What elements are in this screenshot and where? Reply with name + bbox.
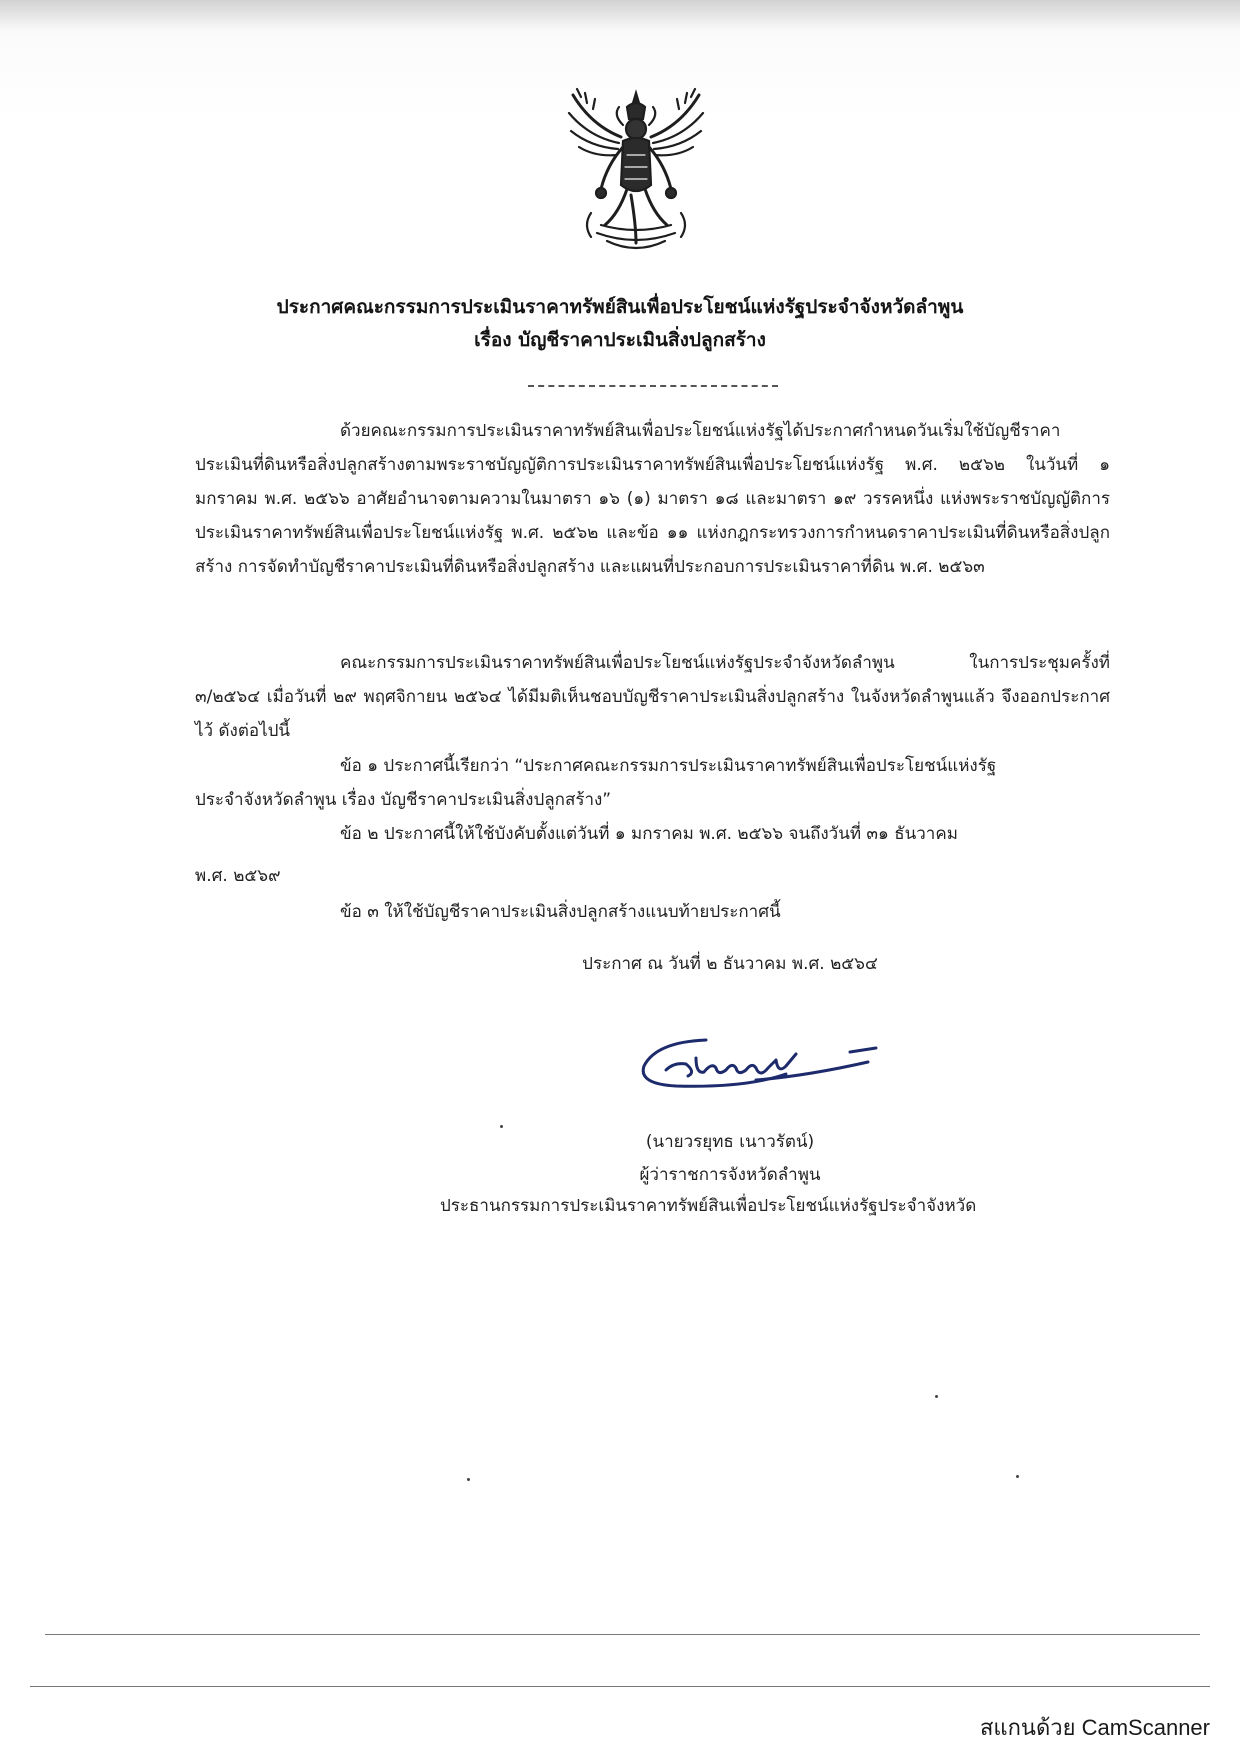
scan-speck [500,1125,503,1128]
signer-name: (นายวรยุทธ เนาวรัตน์) [645,1132,815,1152]
announced-date: ประกาศ ณ วันที่ ๒ ธันวาคม พ.ศ. ๒๕๖๔ [582,954,878,974]
document-subject: เรื่อง บัญชีราคาประเมินสิ่งปลูกสร้าง [474,329,766,351]
clause-3: ข้อ ๓ ให้ใช้บัญชีราคาประเมินสิ่งปลูกสร้างแนบท้ายประกาศนี้ [340,902,781,922]
paragraph-preamble-text: ด้วยคณะกรรมการประเมินราคาทรัพย์สินเพื่อประโยชน์แห่งรัฐได้ประกาศกำหนดวันเริ่มใช้บัญชีราคาประเมินที่ดินหรือสิ่งปลูกสร้างตามพระราชบัญญัติการประเมินราคาทรัพย์สินเพื่อประโยชน์แห่งรัฐ พ.ศ. ๒๕๖๒ ในวันที่ ๑ มกราคม พ.ศ. ๒๕๖๖ อาศัยอำนาจตามความในมาตรา ๑๖ (๑) มาตรา ๑๘ และมาตรา ๑๙ วรรคหนึ่ง แห่งพระราชบัญญัติการประเมินราคาทรัพย์สินเพื่อประโยชน์แห่งรัฐ พ.ศ. ๒๕๖๒ และข้อ ๑๑ แห่งกฎกระทรวงการกำหนดราคาประเมินที่ดินหรือสิ่งปลูกสร้าง การจัดทำบัญชีราคาประเมินที่ดินหรือสิ่งปลูกสร้าง และแผนที่ประกอบการประเมินราคาที่ดิน พ.ศ. ๒๕๖๓ [195,421,1110,577]
clause-2-line-1: ข้อ ๒ ประกาศนี้ให้ใช้บังคับตั้งแต่วันที่ ๑ มกราคม พ.ศ. ๒๕๖๖ จนถึงวันที่ ๓๑ ธันวาคม [340,824,958,844]
scan-shadow [0,0,1240,30]
clause-1-line-2: ประจำจังหวัดลำพูน เรื่อง บัญชีราคาประเมินสิ่งปลูกสร้าง” [195,790,612,810]
clause-1-line-1: ข้อ ๑ ประกาศนี้เรียกว่า “ประกาศคณะกรรมการประเมินราคาทรัพย์สินเพื่อประโยชน์แห่งรัฐ [340,756,997,776]
handwritten-signature [636,1022,891,1104]
bottom-rule-lower [30,1686,1210,1687]
scan-speck [467,1478,470,1481]
garuda-emblem-icon [561,85,711,260]
camscanner-watermark: สแกนด้วย CamScanner [979,1715,1210,1740]
signer-role: ประธานกรรมการประเมินราคาทรัพย์สินเพื่อประโยชน์แห่งรัฐประจำจังหวัด [440,1196,977,1216]
scan-speck [1016,1475,1019,1478]
clause-2-line-2: พ.ศ. ๒๕๖๙ [195,866,281,886]
bottom-rule-upper [45,1634,1200,1635]
paragraph-resolution-text: คณะกรรมการประเมินราคาทรัพย์สินเพื่อประโยชน์แห่งรัฐประจำจังหวัดลำพูน ในการประชุมครั้งที่ ๓/๒๕๖๔ เมื่อวันที่ ๒๙ พฤศจิกายน ๒๕๖๔ ได้มีมติเห็นชอบบัญชีราคาประเมินสิ่งปลูกสร้าง ในจังหวัดลำพูนแล้ว จึงออกประกาศไว้ ดังต่อไปนี้ [195,653,1110,741]
scan-speck [935,1395,938,1398]
paragraph-resolution [195,646,1110,748]
signer-position: ผู้ว่าราชการจังหวัดลำพูน [639,1165,821,1185]
paragraph-preamble [195,414,1110,584]
title-divider [528,385,778,387]
document-title: ประกาศคณะกรรมการประเมินราคาทรัพย์สินเพื่อประโยชน์แห่งรัฐประจำจังหวัดลำพูน [276,296,964,318]
